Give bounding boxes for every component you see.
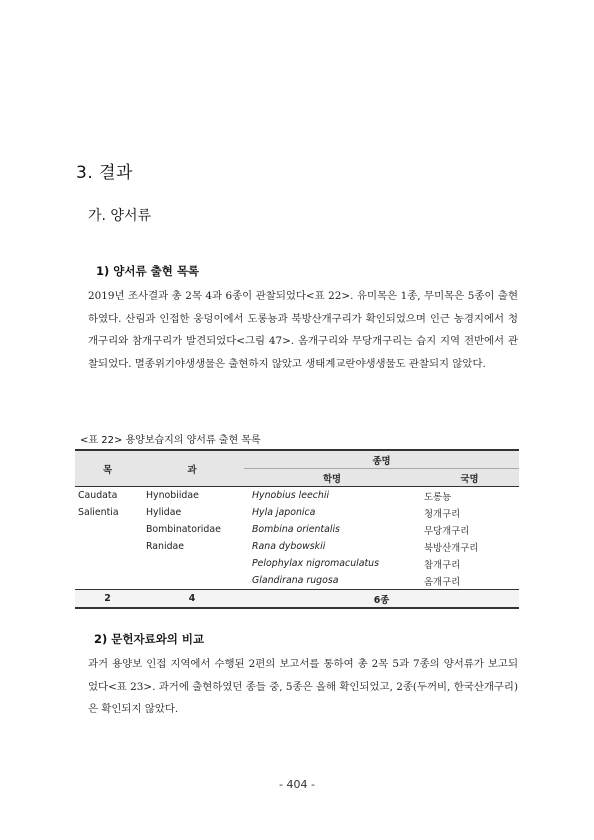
cell-order xyxy=(75,521,140,538)
header-species: 종명 xyxy=(244,450,519,469)
cell-scientific-name: Rana dybowskii xyxy=(252,541,326,552)
header-scientific-name: 학명 xyxy=(244,469,420,487)
cell-family: Ranidae xyxy=(146,541,185,552)
sub2-title: 2) 문헌자료와의 비교 xyxy=(94,632,205,646)
cell-family: Hynobiidae xyxy=(146,490,199,501)
cell-order xyxy=(75,572,140,590)
cell-scientific-name: Glandirana rugosa xyxy=(252,575,339,586)
cell-korean-name: 참개구리 xyxy=(424,559,461,571)
cell-order: Caudata xyxy=(78,490,118,501)
cell-korean-name: 청개구리 xyxy=(424,508,461,520)
table-caption: <표 22> 용양보습지의 양서류 출현 목록 xyxy=(80,435,261,446)
subsection-title: 가. 양서류 xyxy=(88,208,151,224)
header-order: 목 xyxy=(75,450,140,487)
paragraph-results: 2019년 조사결과 총 2목 4과 6종이 관찰되었다<표 22>. 유미목은 1종, 무미목은 5종이 출현하였다. 산림과 인접한 웅덩이에서 도롱뇽과 북방산개구리가 확인되었으며 인근 농경지에서 청개구리와 참개구리가 발견되었다<그림 47>. 옴개구리와 무당개구리는 습지 지역 전반에서 관찰되었다. 멸종위기야생생물은 출현하지 않았고 생태계교란야생생물도 관찰되지 않았다. xyxy=(88,290,518,370)
total-family: 4 xyxy=(140,590,244,609)
table-row xyxy=(75,538,519,555)
cell-scientific-name: Pelophylax nigromaculatus xyxy=(252,558,379,569)
table-row xyxy=(75,572,519,590)
table-row xyxy=(75,521,519,538)
paragraph-literature: 과거 용양보 인접 지역에서 수행된 2편의 보고서를 통하여 총 2목 5과 7종의 양서류가 보고되었다<표 23>. 과거에 출현하였던 종들 중, 5종은 올해 확인되었고, 2종(두꺼비, 한국산개구리)은 확인되지 않았다. xyxy=(88,658,518,715)
cell-scientific-name: Hynobius leechii xyxy=(252,490,330,501)
cell-korean-name: 무당개구리 xyxy=(424,525,470,537)
cell-korean-name: 북방산개구리 xyxy=(424,542,479,554)
cell-family: Bombinatoridae xyxy=(146,524,221,535)
amphibian-table xyxy=(75,449,519,609)
cell-family xyxy=(140,555,244,572)
cell-scientific-name: Bombina orientalis xyxy=(252,524,340,535)
total-species: 6종 xyxy=(244,590,519,609)
table-row xyxy=(75,504,519,521)
table-row xyxy=(75,555,519,572)
cell-order: Salientia xyxy=(78,507,119,518)
table-row xyxy=(75,487,519,505)
cell-scientific-name: Hyla japonica xyxy=(252,507,316,518)
cell-korean-name: 도롱뇽 xyxy=(424,491,452,503)
page-number: - 404 - xyxy=(279,778,315,791)
sub1-title: 1) 양서류 출현 목록 xyxy=(96,264,200,278)
header-korean-name: 국명 xyxy=(420,469,519,487)
total-order: 2 xyxy=(75,590,140,609)
header-family: 과 xyxy=(140,450,244,487)
section-title: 3. 결과 xyxy=(76,163,133,183)
cell-family: Hylidae xyxy=(146,507,182,518)
cell-order xyxy=(75,555,140,572)
cell-order xyxy=(75,538,140,555)
cell-korean-name: 옴개구리 xyxy=(424,576,461,588)
cell-family xyxy=(140,572,244,590)
table-total-row xyxy=(75,590,519,609)
